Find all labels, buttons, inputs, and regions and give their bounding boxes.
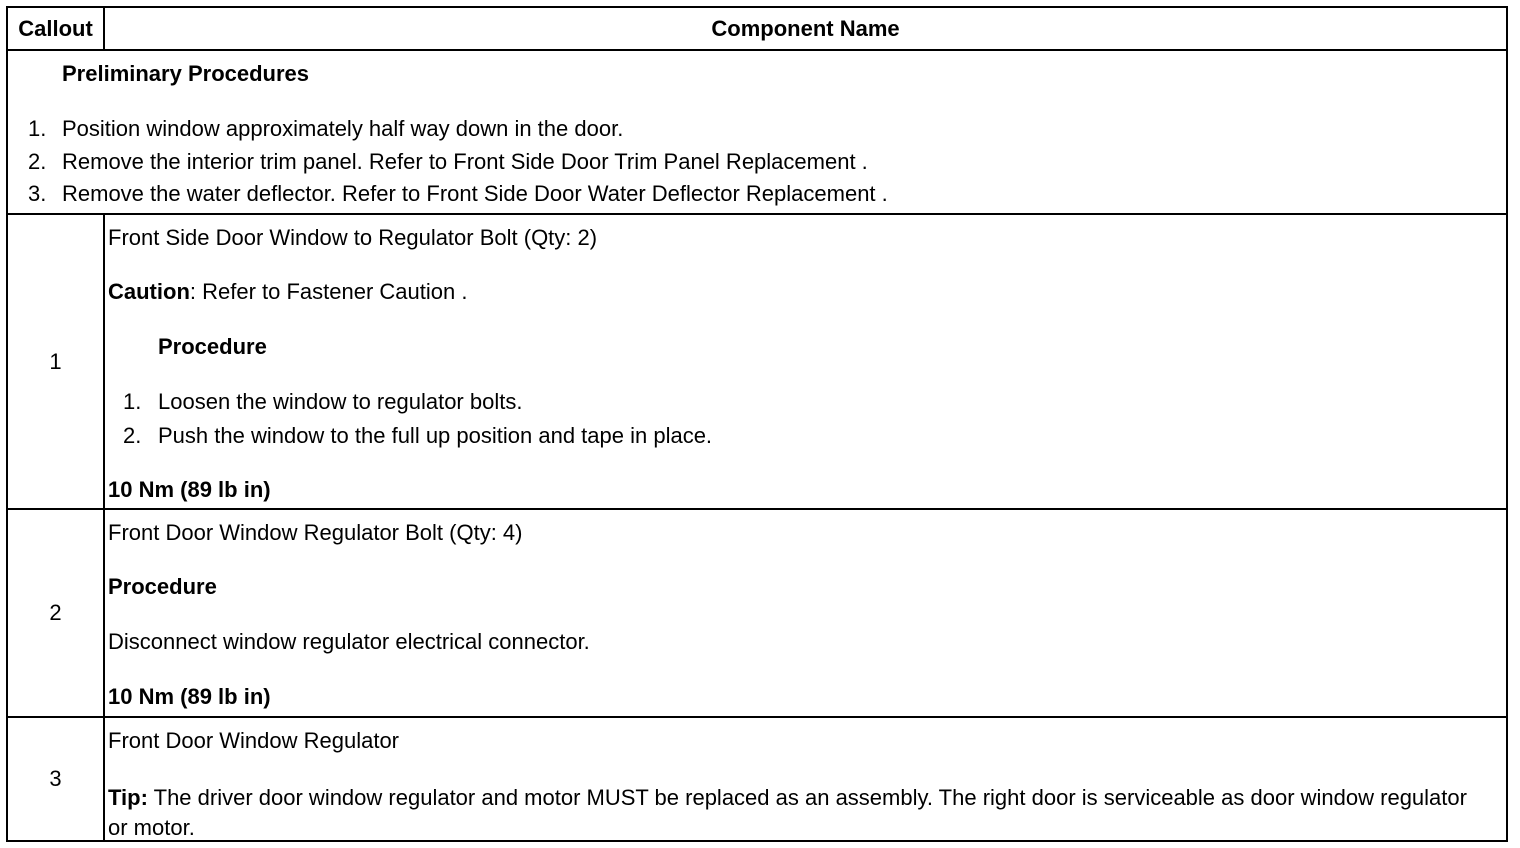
preliminary-step-number: 1. xyxy=(28,116,47,141)
procedure-title: Procedure xyxy=(158,334,267,359)
procedure-step-text: Push the window to the full up position and tape in place. xyxy=(158,423,713,448)
callout-number: 3 xyxy=(49,766,62,791)
torque-spec: 10 Nm (89 lb in) xyxy=(108,684,271,709)
preliminary-step-number: 2. xyxy=(28,149,47,174)
callout-number: 2 xyxy=(49,600,62,625)
callout-header-cell xyxy=(8,8,105,49)
procedure-step-number: 2. xyxy=(123,423,142,448)
component-name: Front Door Window Regulator Bolt (Qty: 4) xyxy=(108,520,523,545)
component-name: Front Side Door Window to Regulator Bolt (Qty: 2) xyxy=(108,225,598,250)
preliminary-step-number: 3. xyxy=(28,181,47,206)
tip-text-block xyxy=(108,783,1478,843)
table-header-row xyxy=(8,8,1506,49)
component-name-header: Component Name xyxy=(711,15,900,41)
component-cell xyxy=(105,718,1506,840)
tip-label: Tip: xyxy=(108,785,148,810)
callout-cell xyxy=(8,215,105,508)
callout-header: Callout xyxy=(18,15,93,41)
preliminary-step-text: Position window approximately half way down in the door. xyxy=(62,116,624,141)
table-row xyxy=(8,508,1506,716)
component-name: Front Door Window Regulator xyxy=(108,728,400,753)
procedure-table xyxy=(6,6,1508,842)
caution-label: Caution xyxy=(108,279,190,304)
procedure-title: Procedure xyxy=(108,574,217,599)
tip-text: The driver door window regulator and motor MUST be replaced as an assembly. The right door is serviceable as door window regulator or motor. xyxy=(108,785,1467,840)
table-row xyxy=(8,213,1506,508)
table-row xyxy=(8,716,1506,840)
procedure-step-text: Loosen the window to regulator bolts. xyxy=(158,389,523,414)
preliminary-step-text: Remove the interior trim panel. Refer to Front Side Door Trim Panel Replacement . xyxy=(62,149,868,174)
component-cell xyxy=(105,510,1506,716)
caution-line xyxy=(108,279,467,305)
torque-spec: 10 Nm (89 lb in) xyxy=(108,477,271,502)
callout-number: 1 xyxy=(49,348,62,374)
component-cell xyxy=(105,215,1506,508)
preliminary-procedures-row xyxy=(8,49,1506,213)
procedure-step-number: 1. xyxy=(123,389,142,414)
procedure-instruction: Disconnect window regulator electrical connector. xyxy=(108,629,590,654)
caution-text: : Refer to Fastener Caution . xyxy=(189,279,468,304)
component-header-cell xyxy=(105,8,1506,49)
callout-cell xyxy=(8,510,105,716)
preliminary-step-text: Remove the water deflector. Refer to Front Side Door Water Deflector Replacement . xyxy=(62,181,888,206)
preliminary-title: Preliminary Procedures xyxy=(62,61,310,86)
callout-cell xyxy=(8,718,105,840)
